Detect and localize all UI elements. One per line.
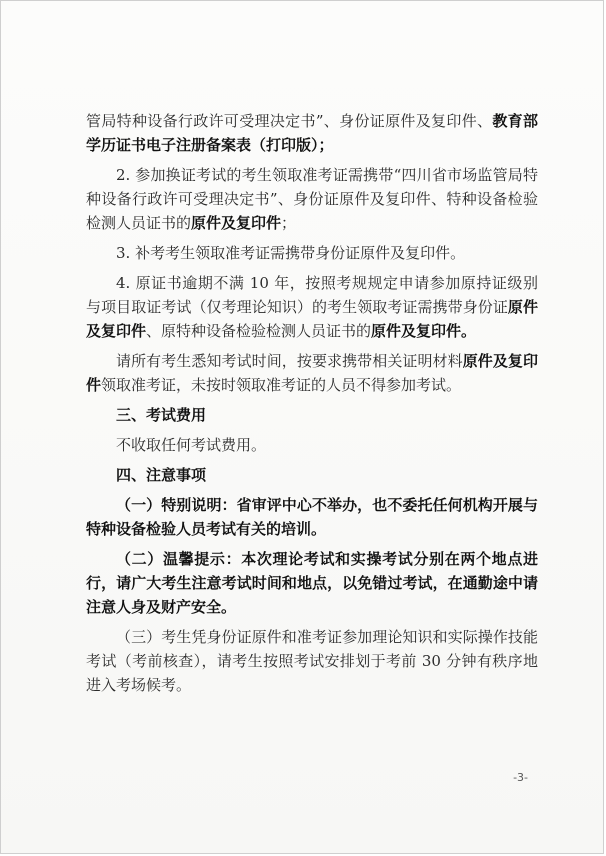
text-run: ； bbox=[281, 214, 297, 232]
bold-text: 原件及复印件 bbox=[86, 352, 538, 394]
paragraph bbox=[86, 547, 538, 619]
bold-text: 四、注意事项 bbox=[116, 466, 207, 484]
bold-text: 原件及复印件 bbox=[191, 214, 282, 232]
bold-text: 原件及复印件 bbox=[86, 298, 538, 340]
section-heading bbox=[86, 403, 538, 427]
text-run: 请所有考生悉知考试时间，按要求携带相关证明材料 bbox=[116, 352, 463, 370]
bold-text: （二）温馨提示：本次理论考试和实操考试分别在两个地点进行，请广大考生注意考试时间和地点，以免错过考试，在通勤途中请注意人身及财产安全。 bbox=[86, 550, 538, 616]
document-body bbox=[86, 109, 538, 703]
text-run: （三）考生凭身份证原件和准考证参加理论知识和实际操作技能考试（考前核查），请考生按照考试安排划于考前 30 分钟有秩序地进入考场候考。 bbox=[86, 628, 538, 694]
paragraph bbox=[86, 241, 538, 265]
paragraph bbox=[86, 109, 538, 157]
text-run: 4. 原证书逾期不满 10 年，按照考规规定申请参加原持证级别与项目取证考试（仅考理论知识）的考生领取考证需携带身份证 bbox=[86, 274, 538, 316]
paragraph bbox=[86, 625, 538, 697]
text-run: 、原特种设备检验检测人员证书的 bbox=[146, 322, 372, 340]
bold-text: 三、考试费用 bbox=[116, 406, 207, 424]
paragraph bbox=[86, 163, 538, 235]
bold-text: （一）特别说明：省审评中心不举办，也不委托任何机构开展与特种设备检验人员考试有关的培训。 bbox=[86, 496, 538, 538]
paragraph bbox=[86, 271, 538, 343]
paragraph bbox=[86, 433, 538, 457]
page-number: -3- bbox=[513, 771, 528, 784]
section-heading bbox=[86, 463, 538, 487]
text-run: 2. 参加换证考试的考生领取准考证需携带“四川省市场监管局特种设备行政许可受理决定书”、身份证原件及复印件、特种设备检验检测人员证书的 bbox=[86, 166, 538, 232]
paragraph bbox=[86, 349, 538, 397]
text-run: 领取准考证，未按时领取准考证的人员不得参加考试。 bbox=[101, 376, 462, 394]
text-run: 不收取任何考试费用。 bbox=[116, 436, 267, 454]
bold-text: 教育部学历证书电子注册备案表（打印版）； bbox=[86, 112, 538, 154]
text-run: 管局特种设备行政许可受理决定书”、身份证原件及复印件、 bbox=[86, 112, 493, 130]
bold-text: 原件及复印件。 bbox=[371, 322, 477, 340]
text-run: 3. 补考考生领取准考证需携带身份证原件及复印件。 bbox=[116, 244, 466, 262]
paragraph bbox=[86, 493, 538, 541]
